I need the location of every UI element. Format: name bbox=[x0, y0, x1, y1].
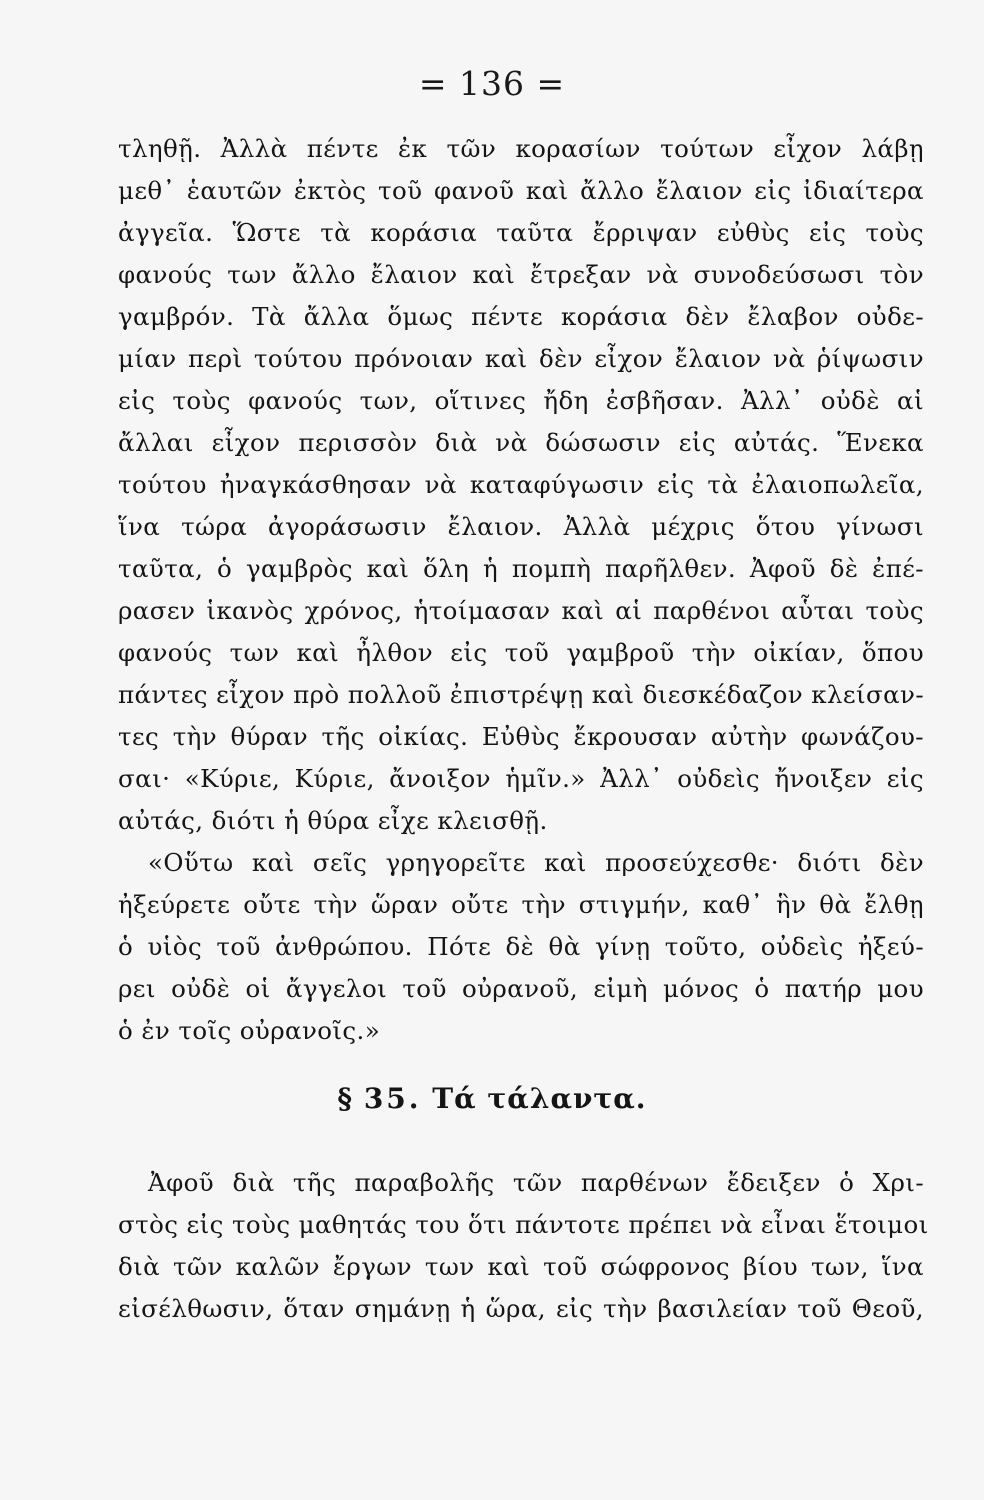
text-line: αὐτάς, διότι ἡ θύρα εἶχε κλεισθῇ. bbox=[118, 806, 548, 835]
text-line: ρει οὐδὲ οἱ ἄγγελοι τοῦ οὐρανοῦ, εἰμὴ μόνος ὁ πατήρ μου bbox=[118, 974, 924, 1003]
text-line: «Οὕτω καὶ σεῖς γρηγορεῖτε καὶ προσεύχεσθε· διότι δὲν bbox=[148, 848, 924, 877]
paragraph-1 bbox=[118, 128, 924, 842]
text-line: ταῦτα, ὁ γαμβρὸς καὶ ὅλη ἡ πομπὴ παρῆλθεν. Ἀφοῦ δὲ ἐπέ- bbox=[118, 554, 924, 583]
text-line: μεθ᾽ ἑαυτῶν ἐκτὸς τοῦ φανοῦ καὶ ἄλλο ἔλαιον εἰς ἰδιαίτερα bbox=[118, 176, 924, 205]
text-line: ἵνα τώρα ἀγοράσωσιν ἔλαιον. Ἀλλὰ μέχρις ὅτου γίνωσι bbox=[118, 512, 924, 541]
text-line: τούτου ἠναγκάσθησαν νὰ καταφύγωσιν εἰς τὰ ἐλαιοπωλεῖα, bbox=[118, 470, 924, 499]
text-line: εἰσέλθωσιν, ὅταν σημάνῃ ἡ ὥρα, εἰς τὴν βασιλείαν τοῦ Θεοῦ, bbox=[118, 1294, 924, 1323]
text-line: στὸς εἰς τοὺς μαθητάς του ὅτι πάντοτε πρέπει νὰ εἶναι ἕτοιμοι bbox=[118, 1210, 929, 1239]
page-number: = 136 = bbox=[418, 64, 566, 103]
section-symbol: § bbox=[337, 1082, 354, 1115]
text-line: εἰς τοὺς φανούς των, οἵτινες ἤδη ἐσβῆσαν. Ἀλλ᾽ οὐδὲ αἱ bbox=[118, 386, 924, 415]
text-line: μίαν περὶ τούτου πρόνοιαν καὶ δὲν εἶχον ἔλαιον νὰ ῥίψωσιν bbox=[118, 344, 924, 373]
text-line: διὰ τῶν καλῶν ἔργων των καὶ τοῦ σώφρονος βίου των, ἵνα bbox=[118, 1252, 924, 1281]
text-line: φανούς των ἄλλο ἔλαιον καὶ ἔτρεξαν νὰ συνοδεύσωσι τὸν bbox=[118, 260, 924, 289]
text-line: ρασεν ἱκανὸς χρόνος, ἡτοίμασαν καὶ αἱ παρθένοι αὗται τοὺς bbox=[118, 596, 924, 625]
text-line: ὁ ἐν τοῖς οὐρανοῖς.» bbox=[118, 1016, 381, 1045]
section-number: 35. bbox=[363, 1082, 422, 1115]
text-line: Ἀφοῦ διὰ τῆς παραβολῆς τῶν παρθένων ἔδειξεν ὁ Χρι- bbox=[148, 1168, 924, 1197]
section-title: Τά τάλαντα. bbox=[432, 1082, 647, 1115]
text-line: τληθῇ. Ἀλλὰ πέντε ἐκ τῶν κορασίων τούτων εἶχον λάβῃ bbox=[118, 134, 924, 163]
text-line: σαι· «Κύριε, Κύριε, ἄνοιξον ἡμῖν.» Ἀλλ᾽ οὐδεὶς ἤνοιξεν εἰς bbox=[118, 764, 924, 793]
text-line: φανούς των καὶ ἦλθον εἰς τοῦ γαμβροῦ τὴν οἰκίαν, ὅπου bbox=[118, 638, 924, 667]
text-line: πάντες εἶχον πρὸ πολλοῦ ἐπιστρέψῃ καὶ διεσκέδαζον κλείσαν- bbox=[118, 680, 924, 709]
section-heading bbox=[0, 1082, 984, 1115]
text-line: τες τὴν θύραν τῆς οἰκίας. Εὐθὺς ἔκρουσαν αὐτὴν φωνάζου- bbox=[118, 722, 924, 751]
paragraph-3 bbox=[118, 1162, 929, 1330]
text-line: γαμβρόν. Τὰ ἄλλα ὅμως πέντε κοράσια δὲν ἔλαβον οὐδε- bbox=[118, 302, 924, 331]
text-line: ἄλλαι εἶχον περισσὸν διὰ νὰ δώσωσιν εἰς αὐτάς. Ἕνεκα bbox=[118, 428, 924, 457]
text-line: ἀγγεῖα. Ὥστε τὰ κοράσια ταῦτα ἔρριψαν εὐθὺς εἰς τοὺς bbox=[118, 218, 924, 247]
text-line: ὁ υἱὸς τοῦ ἀνθρώπου. Πότε δὲ θὰ γίνῃ τοῦτο, οὐδεὶς ἠξεύ- bbox=[118, 932, 924, 961]
text-line: ἠξεύρετε οὔτε τὴν ὥραν οὔτε τὴν στιγμήν, καθ᾽ ἣν θὰ ἔλθῃ bbox=[118, 890, 924, 919]
paragraph-2 bbox=[118, 842, 924, 1052]
